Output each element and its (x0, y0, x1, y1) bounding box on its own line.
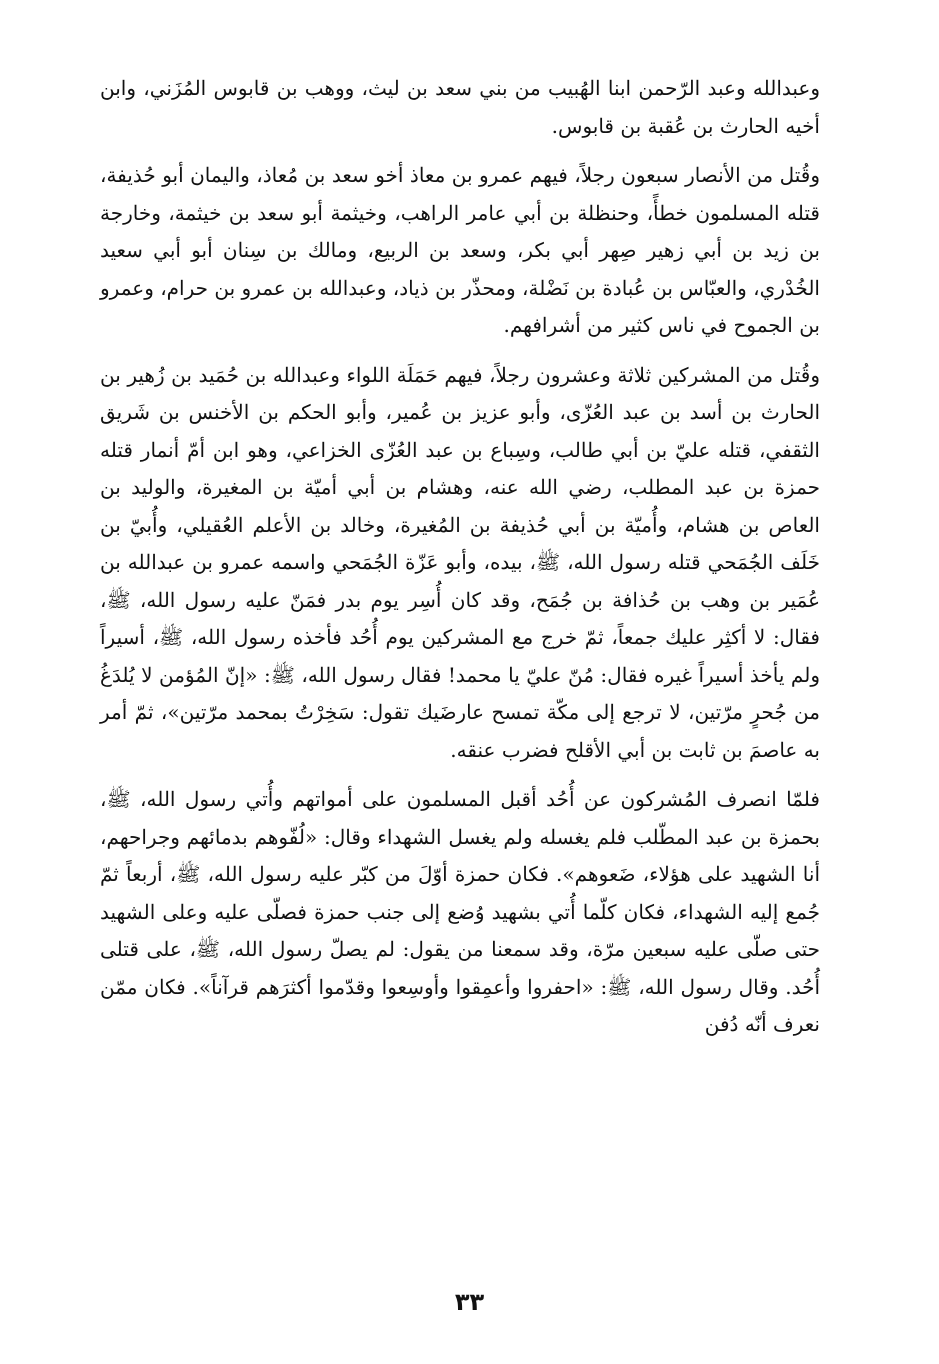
paragraph-1: وعبدالله وعبد الرّحمن ابنا الهُبيب من بني سعد بن ليث، ووهب بن قابوس المُزَني، وابن أخيه الحارث بن عُقبة بن قابوس. (100, 76, 820, 138)
paragraph-2: وقُتل من الأنصار سبعون رجلاً، فيهم عمرو بن معاذ أخو سعد بن مُعاذ، واليمان أبو حُذيفة، قتله المسلمون خطأً، وحنظلة بن أبي عامر الراهب، وخيثمة أبو سعد بن خيثمة، وخارجة بن زيد بن أبي زهير صِهر أبي بكر، وسعد بن الربيع، ومالك بن سِنان أبو أبي سعيد الخُدْري، والعبّاس بن عُبادة بن نَضْلة، ومحذّر بن ذياد، وعبدالله بن عمرو بن حرام، وعمرو بن الجموح في ناس كثير من أشرافهم. (100, 163, 820, 337)
paragraph-3: وقُتل من المشركين ثلاثة وعشرون رجلاً، فيهم حَمَلَة اللواء وعبدالله بن حُمَيد بن زُهير بن الحارث بن أسد بن عبد العُزّى، وأبو عزيز بن عُمير، وأبو الحكم بن الأخنس بن شَريق الثقفي، قتله عليّ بن أبي طالب، وسِباع بن عبد العُزّى الخزاعي، وهو ابن أمّ أنمار قتله حمزة بن عبد المطلب، رضي الله عنه، وهشام بن أبي أميّة بن المغيرة، والوليد بن العاص بن هشام، وأُميّة بن أبي حُذيفة بن المُغيرة، وخالد بن الأعلم العُقيلي، وأُبيّ بن خَلَف الجُمَحي قتله رسول الله، ﷺ، بيده، وأبو عَزّة الجُمَحي واسمه عمرو بن عبدالله بن عُمَير بن وهب بن حُذافة بن جُمَح، وقد كان أُسِر يوم بدر فمَنّ عليه رسول الله، ﷺ، فقال: لا أكثِر عليك جمعاً، ثمّ خرج مع المشركين يوم أُحُد فأخذه رسول الله، ﷺ، أسيراً ولم يأخذ أسيراً غيره فقال: مُنّ عليّ يا محمد! فقال رسول الله، ﷺ: «إنّ المُؤمن لا يُلدَغُ من جُحرٍ مرّتين، لا ترجع إلى مكّة تمسح عارضَيك تقول: سَخِرْتُ بمحمد مرّتين»، ثمّ أمر به عاصمَ بن ثابت بن أبي الأقلح فضرب عنقه. (100, 362, 820, 762)
paragraph-4: فلمّا انصرف المُشركون عن أُحُد أقبل المسلمون على أمواتهم وأُتي رسول الله، ﷺ، بحمزة بن عبد المطّلب فلم يغسله ولم يغسل الشهداء وقال: «لُفّوهم بدمائهم وجراحهم، أنا الشهيد على هؤلاء، ضَعوهم». فكان حمزة أوّلَ من كبّر عليه رسول الله، ﷺ، أربعاً ثمّ جُمع إليه الشهداء، فكان كلّما أُتي بشهيد وُضع إلى جنب حمزة فصلّى عليه وعلى الشهيد حتى صلّى عليه سبعين مرّة، وقد سمعنا من يقول: لم يصلّ رسول الله، ﷺ، على قتلى أُحُد. وقال رسول الله، ﷺ: «احفروا وأعمِقوا وأوسِعوا وقدّموا أكثرَهم قرآناً». فكان ممّن نعرف أنّه دُفن (100, 787, 820, 1036)
page-body (100, 70, 820, 1056)
page-number: ٣٣ (454, 1288, 485, 1316)
